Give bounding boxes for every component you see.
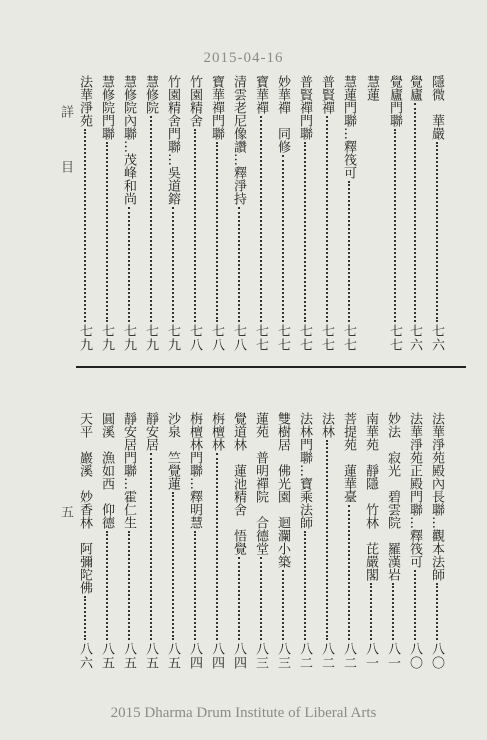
toc-entry[interactable] — [144, 75, 157, 352]
toc-entry[interactable] — [430, 75, 443, 352]
entry-page: 八一 — [363, 642, 378, 670]
toc-entry[interactable] — [388, 75, 401, 352]
leader-dots — [150, 453, 152, 640]
toc-entry[interactable] — [188, 412, 201, 670]
entry-page: 八三 — [275, 642, 290, 670]
leader-dots — [304, 531, 306, 640]
entry-title: 法林門聯…寶乘法師 — [297, 412, 312, 529]
entry-title: 天平 巖溪 妙香林 阿彌陀佛 — [77, 412, 92, 594]
toc-entry[interactable] — [320, 75, 333, 352]
entry-page: 八二 — [297, 642, 312, 670]
entry-title: 圓溪 漁如西 仰德 — [99, 412, 114, 529]
entry-page: 八〇 — [429, 642, 444, 670]
entry-title: 栴檀林 — [209, 412, 224, 451]
entry-title: 栴檀林門聯…釋明慧 — [187, 412, 202, 529]
toc-entry[interactable] — [210, 412, 223, 670]
entry-title: 妙華禪 同修 — [275, 75, 290, 153]
entry-page: 八二 — [319, 642, 334, 670]
entry-title: 竹園精舍 — [187, 75, 202, 127]
toc-entry[interactable] — [210, 75, 223, 352]
leader-dots — [394, 129, 396, 322]
leader-dots — [348, 505, 350, 640]
entry-page: 七七 — [319, 324, 334, 352]
entry-page: 七九 — [77, 324, 92, 352]
toc-entry[interactable] — [122, 75, 135, 352]
toc-entry[interactable] — [166, 412, 179, 670]
entry-title: 沙泉 竺覺蓮 — [165, 412, 180, 490]
toc-entry[interactable] — [232, 412, 245, 670]
leader-dots — [436, 583, 438, 640]
entry-title: 覺道林 蓮池精舍 悟覺 — [231, 412, 246, 555]
leader-dots — [326, 440, 328, 640]
leader-dots — [238, 557, 240, 640]
leader-dots — [348, 181, 350, 322]
page-folio: 五 — [58, 505, 73, 522]
entry-page: 七六 — [429, 324, 444, 352]
leader-dots — [84, 596, 86, 640]
leader-dots — [172, 492, 174, 640]
entry-page: 七八 — [209, 324, 224, 352]
entry-title: 寶華禪 — [253, 75, 268, 114]
toc-entry[interactable] — [166, 75, 179, 352]
entry-page: 七九 — [143, 324, 158, 352]
entry-title: 隱微 華嚴 — [429, 75, 444, 140]
entry-title: 法華淨苑正殿門聯…釋筏可 — [407, 412, 422, 568]
toc-entry[interactable] — [100, 75, 113, 352]
entry-title: 竹園精舍門聯…吳道鎔 — [165, 75, 180, 205]
entry-title: 菩提苑 蓮華臺 — [341, 412, 356, 503]
toc-entry[interactable] — [78, 75, 91, 352]
entry-page: 七七 — [275, 324, 290, 352]
toc-entry[interactable] — [298, 412, 311, 670]
section-header: 詳 — [58, 105, 73, 122]
divider-rule — [76, 366, 466, 368]
entry-title: 普賢禪門聯 — [297, 75, 312, 140]
entry-title: 法華淨苑 — [77, 75, 92, 127]
entry-page: 七九 — [121, 324, 136, 352]
entry-title: 南華苑 靜隱 竹林 芘嚴閣 — [363, 412, 378, 581]
toc-entry[interactable] — [276, 75, 289, 352]
leader-dots — [304, 142, 306, 322]
toc-entry[interactable] — [298, 75, 311, 352]
leader-dots — [106, 531, 108, 640]
toc-entry[interactable] — [276, 412, 289, 670]
entry-title: 慧蓮門聯…釋筏可 — [341, 75, 356, 179]
entry-title: 法林 — [319, 412, 334, 438]
leader-dots — [414, 570, 416, 640]
entry-page: 八四 — [187, 642, 202, 670]
entry-title: 蓮苑 普明禪院 合德堂 — [253, 412, 268, 555]
leader-dots — [238, 207, 240, 322]
toc-entry[interactable] — [342, 75, 355, 352]
leader-dots — [260, 557, 262, 640]
leader-dots — [282, 155, 284, 322]
entry-page: 七九 — [99, 324, 114, 352]
entry-title: 法華淨苑殿內長聯…觀本法師 — [429, 412, 444, 581]
toc-entry[interactable] — [232, 75, 245, 352]
toc-entry[interactable] — [144, 412, 157, 670]
leader-dots — [392, 583, 394, 640]
toc-entry[interactable] — [365, 75, 378, 135]
toc-entry[interactable] — [122, 412, 135, 670]
toc-entry[interactable] — [78, 412, 91, 670]
toc-entry[interactable] — [342, 412, 355, 670]
entry-page: 七七 — [341, 324, 356, 352]
entry-page: 八一 — [385, 642, 400, 670]
toc-entry[interactable] — [408, 412, 421, 670]
leader-dots — [194, 129, 196, 322]
entry-page: 八六 — [77, 642, 92, 670]
toc-entry[interactable] — [254, 75, 267, 352]
entry-page: 七七 — [297, 324, 312, 352]
leader-dots — [194, 531, 196, 640]
entry-page: 七七 — [387, 324, 402, 352]
entry-title: 普賢禪 — [319, 75, 334, 114]
leader-dots — [260, 116, 262, 322]
toc-entry[interactable] — [320, 412, 333, 670]
entry-title: 慧蓮 — [364, 75, 379, 101]
entry-page: 八五 — [121, 642, 136, 670]
section-subheader: 目 — [58, 160, 73, 177]
entry-page: 七七 — [253, 324, 268, 352]
institution-watermark: 2015 Dharma Drum Institute of Liberal Arts — [110, 705, 377, 721]
leader-dots — [128, 207, 130, 322]
entry-page: 八五 — [165, 642, 180, 670]
leader-dots — [216, 453, 218, 640]
entry-page: 八五 — [99, 642, 114, 670]
leader-dots — [150, 116, 152, 322]
entry-title: 妙法 寂光 碧雲院 羅漢岩 — [385, 412, 400, 581]
toc-entry[interactable] — [408, 75, 421, 352]
entry-page: 八〇 — [407, 642, 422, 670]
leader-dots — [370, 583, 372, 640]
leader-dots — [326, 116, 328, 322]
toc-entry[interactable] — [386, 412, 399, 670]
toc-entry[interactable] — [430, 412, 443, 670]
entry-page: 七六 — [407, 324, 422, 352]
leader-dots — [414, 103, 416, 322]
toc-entry[interactable] — [100, 412, 113, 670]
entry-title: 雙樹居 佛光園 迴瀾小築 — [275, 412, 290, 568]
entry-page: 八五 — [143, 642, 158, 670]
entry-page: 七八 — [231, 324, 246, 352]
leader-dots — [282, 570, 284, 640]
entry-page: 八四 — [209, 642, 224, 670]
entry-page: 七九 — [165, 324, 180, 352]
toc-entry[interactable] — [188, 75, 201, 352]
entry-page: 七八 — [187, 324, 202, 352]
scan-date-stamp: 2015-04-16 — [203, 50, 284, 66]
leader-dots — [216, 142, 218, 322]
entry-title: 慧修院 — [143, 75, 158, 114]
entry-title: 覺廬門聯 — [387, 75, 402, 127]
entry-title: 慧修院內聯…茂峰和尚 — [121, 75, 136, 205]
entry-page: 八三 — [253, 642, 268, 670]
toc-entry[interactable] — [254, 412, 267, 670]
leader-dots — [128, 531, 130, 640]
entry-title: 覺廬 — [407, 75, 422, 101]
leader-dots — [436, 142, 438, 322]
leader-dots — [84, 129, 86, 322]
leader-dots — [106, 142, 108, 322]
entry-page: 八四 — [231, 642, 246, 670]
leader-dots — [172, 207, 174, 322]
entry-title: 靜安居 — [143, 412, 158, 451]
entry-page: 八二 — [341, 642, 356, 670]
entry-title: 慧修院門聯 — [99, 75, 114, 140]
entry-title: 清雲老尼像讚…釋淨持 — [231, 75, 246, 205]
toc-entry[interactable] — [364, 412, 377, 670]
entry-title: 靜安居門聯…霍仁生 — [121, 412, 136, 529]
entry-title: 寶華禪門聯 — [209, 75, 224, 140]
